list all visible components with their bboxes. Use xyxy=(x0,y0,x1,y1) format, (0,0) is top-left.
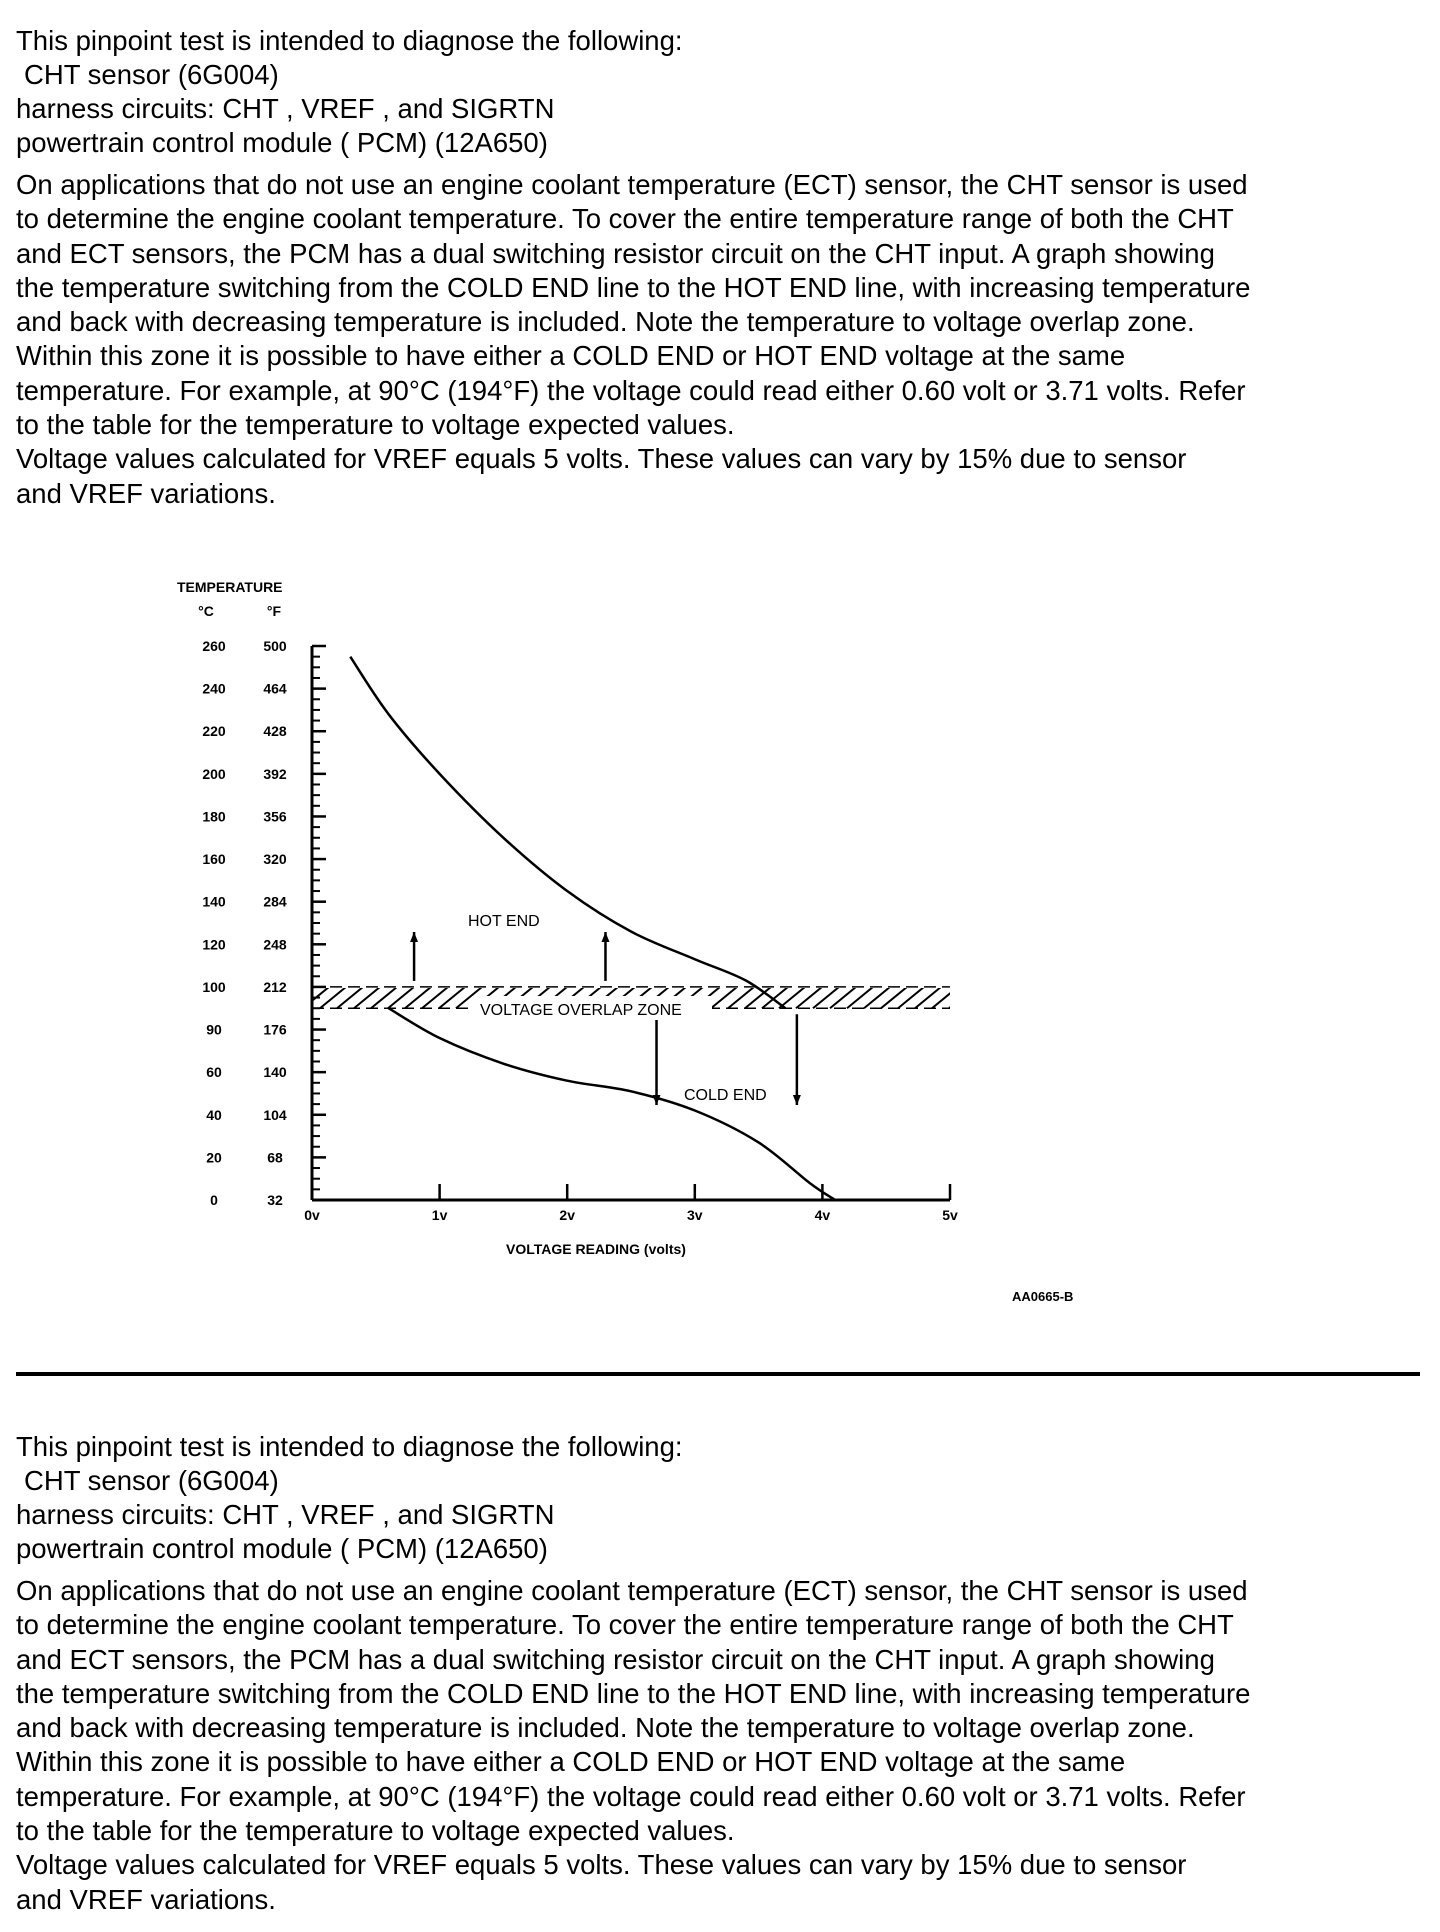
y-tick-label-fahrenheit: 428 xyxy=(263,723,287,740)
hot-end-curve xyxy=(350,657,785,1009)
description-line: the temperature switching from the COLD END line to the HOT END line, with increasing temperature xyxy=(16,271,1251,303)
description-paragraph xyxy=(16,1574,1416,1917)
vref-line: Voltage values calculated for VREF equals 5 volts. These values can vary by 15% due to sensor xyxy=(16,1849,1187,1881)
y-tick-label-celsius: 180 xyxy=(202,808,226,825)
intro-item-harness: harness circuits: CHT , VREF , and SIGRTN xyxy=(16,1499,555,1530)
description-line: and back with decreasing temperature is included. Note the temperature to voltage overlap zone. xyxy=(16,1712,1195,1744)
temperature-voltage-figure xyxy=(0,560,1440,1320)
cold-end-label: COLD END xyxy=(684,1087,767,1104)
y-tick-label-fahrenheit: 68 xyxy=(267,1149,283,1166)
intro-item-sensor: CHT sensor (6G004) xyxy=(24,1465,279,1496)
description-line: to the table for the temperature to voltage expected values. xyxy=(16,1815,735,1847)
intro-section-bottom xyxy=(16,1430,1416,1917)
intro-item-pcm: powertrain control module ( PCM) (12A650) xyxy=(16,1533,548,1564)
y-tick-label-fahrenheit: 500 xyxy=(263,638,287,654)
intro-heading: This pinpoint test is intended to diagnose the following: xyxy=(16,25,683,56)
y-tick-label-celsius: 220 xyxy=(202,723,226,740)
x-tick-label: 5v xyxy=(942,1207,958,1223)
description-line: Within this zone it is possible to have either a COLD END or HOT END voltage at the same xyxy=(16,1746,1126,1778)
y-axis-unit-fahrenheit: °F xyxy=(266,603,282,619)
y-tick-label-fahrenheit: 104 xyxy=(263,1106,287,1123)
vref-line: Voltage values calculated for VREF equals 5 volts. These values can vary by 15% due to sensor xyxy=(16,443,1187,475)
x-tick-label: 2v xyxy=(559,1207,575,1223)
description-line: to the table for the temperature to voltage expected values. xyxy=(16,409,735,441)
intro-heading: This pinpoint test is intended to diagnose the following: xyxy=(16,1431,683,1462)
chart-series xyxy=(350,657,835,1200)
intro-section-top xyxy=(16,24,1416,511)
x-tick-label: 1v xyxy=(431,1207,448,1223)
y-tick-label-celsius: 260 xyxy=(202,638,226,654)
y-tick-label-fahrenheit: 176 xyxy=(263,1021,287,1038)
hot-end-up-arrow-right-head xyxy=(601,932,609,942)
y-tick-label-celsius: 240 xyxy=(202,680,226,697)
cold-end-down-arrow-left-head xyxy=(653,1095,661,1105)
y-tick-label-fahrenheit: 140 xyxy=(263,1064,287,1081)
chart-axes xyxy=(202,638,958,1223)
intro-item-sensor: CHT sensor (6G004) xyxy=(24,59,279,90)
overlap-zone-hatch-line xyxy=(966,987,992,1008)
y-tick-label-fahrenheit: 248 xyxy=(263,936,287,953)
description-line: the temperature switching from the COLD END line to the HOT END line, with increasing temperature xyxy=(16,1677,1251,1709)
vref-line: and VREF variations. xyxy=(16,1883,276,1915)
description-line: and ECT sensors, the PCM has a dual switching resistor circuit on the CHT input. A graph showing xyxy=(16,237,1215,269)
x-tick-label: 3v xyxy=(687,1207,703,1223)
y-tick-label-fahrenheit: 320 xyxy=(263,851,287,868)
y-tick-label-fahrenheit: 356 xyxy=(263,808,287,825)
description-line: to determine the engine coolant temperature. To cover the entire temperature range of both the CHT xyxy=(16,203,1234,235)
y-tick-label-fahrenheit: 392 xyxy=(263,765,287,782)
y-tick-label-celsius: 160 xyxy=(202,851,226,868)
y-tick-label-celsius: 0 xyxy=(210,1192,218,1208)
description-line: and back with decreasing temperature is included. Note the temperature to voltage overlap zone. xyxy=(16,306,1195,338)
y-tick-label-celsius: 200 xyxy=(202,765,226,782)
y-axis-unit-celsius: °C xyxy=(198,603,214,619)
description-line: temperature. For example, at 90°C (194°F) the voltage could read either 0.60 volt or 3.71 volts. Refer xyxy=(16,1780,1246,1812)
figure-id: AA0665-B xyxy=(1012,1289,1074,1304)
y-tick-label-celsius: 120 xyxy=(202,936,226,953)
overlap-zone-hatch-line xyxy=(1000,987,1026,1008)
temperature-voltage-chart xyxy=(0,560,1440,1320)
overlap-zone-label: VOLTAGE OVERLAP ZONE xyxy=(480,1002,682,1019)
y-tick-label-celsius: 60 xyxy=(206,1064,222,1081)
intro-item-harness: harness circuits: CHT , VREF , and SIGRTN xyxy=(16,93,555,124)
y-tick-label-fahrenheit: 464 xyxy=(263,680,287,697)
intro-item-pcm: powertrain control module ( PCM) (12A650) xyxy=(16,127,548,158)
section-divider xyxy=(16,1372,1420,1376)
vref-line: and VREF variations. xyxy=(16,477,276,509)
overlap-zone-hatch-line xyxy=(983,987,1009,1008)
y-tick-label-celsius: 90 xyxy=(206,1021,222,1038)
hot-end-label: HOT END xyxy=(468,913,540,930)
y-axis-title: TEMPERATURE xyxy=(177,579,283,595)
y-tick-label-celsius: 140 xyxy=(202,893,226,910)
x-tick-label: 0v xyxy=(304,1207,320,1223)
hot-end-up-arrow-left-head xyxy=(410,932,418,942)
overlap-zone-hatch-line xyxy=(286,987,312,1008)
cold-end-curve xyxy=(389,1008,836,1200)
y-tick-label-fahrenheit: 212 xyxy=(263,978,287,995)
description-paragraph xyxy=(16,168,1416,511)
description-line: to determine the engine coolant temperature. To cover the entire temperature range of both the CHT xyxy=(16,1609,1234,1641)
y-tick-label-fahrenheit: 32 xyxy=(267,1192,283,1208)
description-line: and ECT sensors, the PCM has a dual switching resistor circuit on the CHT input. A graph showing xyxy=(16,1643,1215,1675)
overlap-zone-hatch-line xyxy=(949,987,975,1008)
y-tick-label-celsius: 100 xyxy=(202,978,226,995)
description-line: On applications that do not use an engine coolant temperature (ECT) sensor, the CHT sensor is used xyxy=(16,169,1248,200)
x-axis-title: VOLTAGE READING (volts) xyxy=(506,1241,686,1257)
cold-end-down-arrow-right-head xyxy=(793,1095,801,1105)
x-tick-label: 4v xyxy=(814,1207,831,1223)
y-tick-label-celsius: 40 xyxy=(206,1106,222,1123)
description-line: On applications that do not use an engine coolant temperature (ECT) sensor, the CHT sensor is used xyxy=(16,1575,1248,1606)
description-line: temperature. For example, at 90°C (194°F) the voltage could read either 0.60 volt or 3.71 volts. Refer xyxy=(16,374,1246,406)
y-tick-label-celsius: 20 xyxy=(206,1149,222,1166)
description-line: Within this zone it is possible to have either a COLD END or HOT END voltage at the same xyxy=(16,340,1126,372)
y-tick-label-fahrenheit: 284 xyxy=(263,893,287,910)
